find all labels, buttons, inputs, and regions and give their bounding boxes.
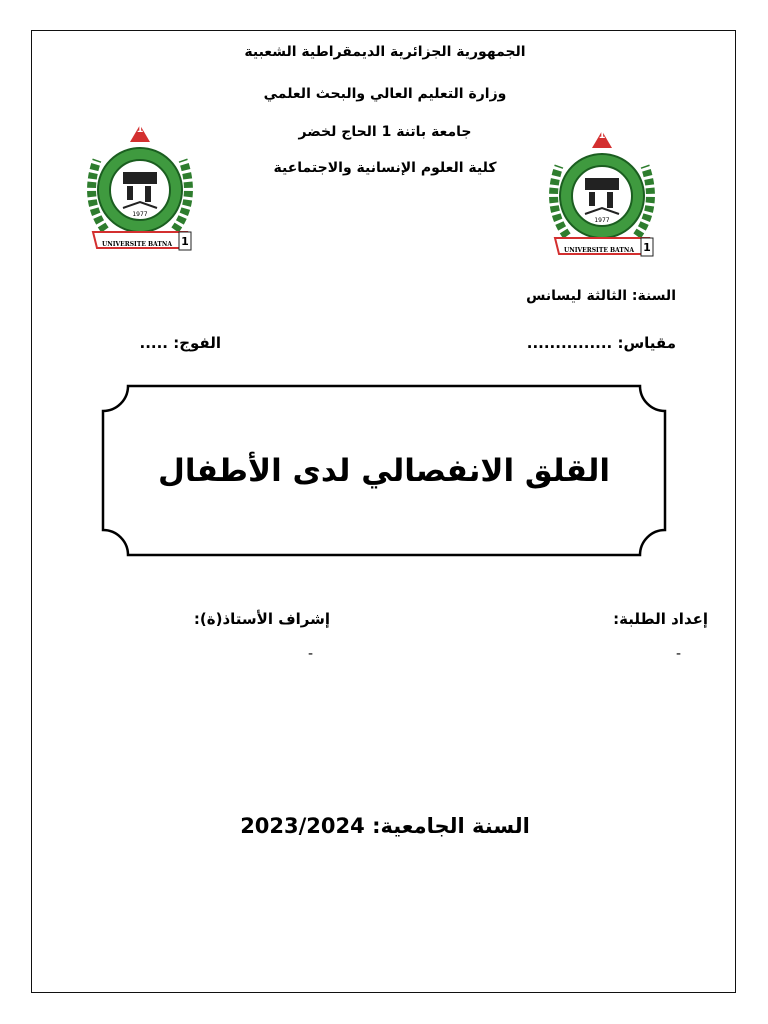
svg-text:1977: 1977 [132, 211, 148, 218]
students-label: إعداد الطلبة: [613, 610, 708, 628]
svg-text:1: 1 [643, 241, 651, 254]
research-title: القلق الانفصالي لدى الأطفال [157, 452, 611, 489]
academic-year: السنة الجامعية: 2023/2024 [240, 814, 530, 838]
university-emblem-icon [75, 120, 205, 260]
students-dash: - [676, 646, 682, 662]
university-emblem-icon [537, 126, 667, 266]
header-university: جامعة باتنة 1 الحاج لخضر [298, 124, 472, 140]
svg-text:1: 1 [598, 130, 606, 141]
header-republic: الجمهورية الجزائرية الديمقراطية الشعبية [244, 44, 526, 60]
svg-text:UNIVERSITE BATNA: UNIVERSITE BATNA [563, 247, 635, 254]
year-level: السنة: الثالثة ليسانس [526, 288, 676, 304]
supervisor-label: إشراف الأستاذ(ة): [193, 610, 330, 628]
group-field: الفوج: ..... [139, 334, 221, 352]
svg-text:1: 1 [181, 235, 189, 248]
header-faculty: كلية العلوم الإنسانية والاجتماعية [273, 160, 497, 176]
supervisor-dash: - [308, 646, 314, 662]
module-field: مقياس: ............... [526, 334, 676, 352]
university-logo-left [75, 120, 205, 260]
svg-text:1: 1 [136, 124, 144, 135]
svg-text:UNIVERSITE BATNA: UNIVERSITE BATNA [101, 241, 173, 248]
svg-text:1977: 1977 [594, 217, 610, 224]
university-logo-right [537, 126, 667, 266]
header-ministry: وزارة التعليم العالي والبحث العلمي [263, 86, 507, 102]
